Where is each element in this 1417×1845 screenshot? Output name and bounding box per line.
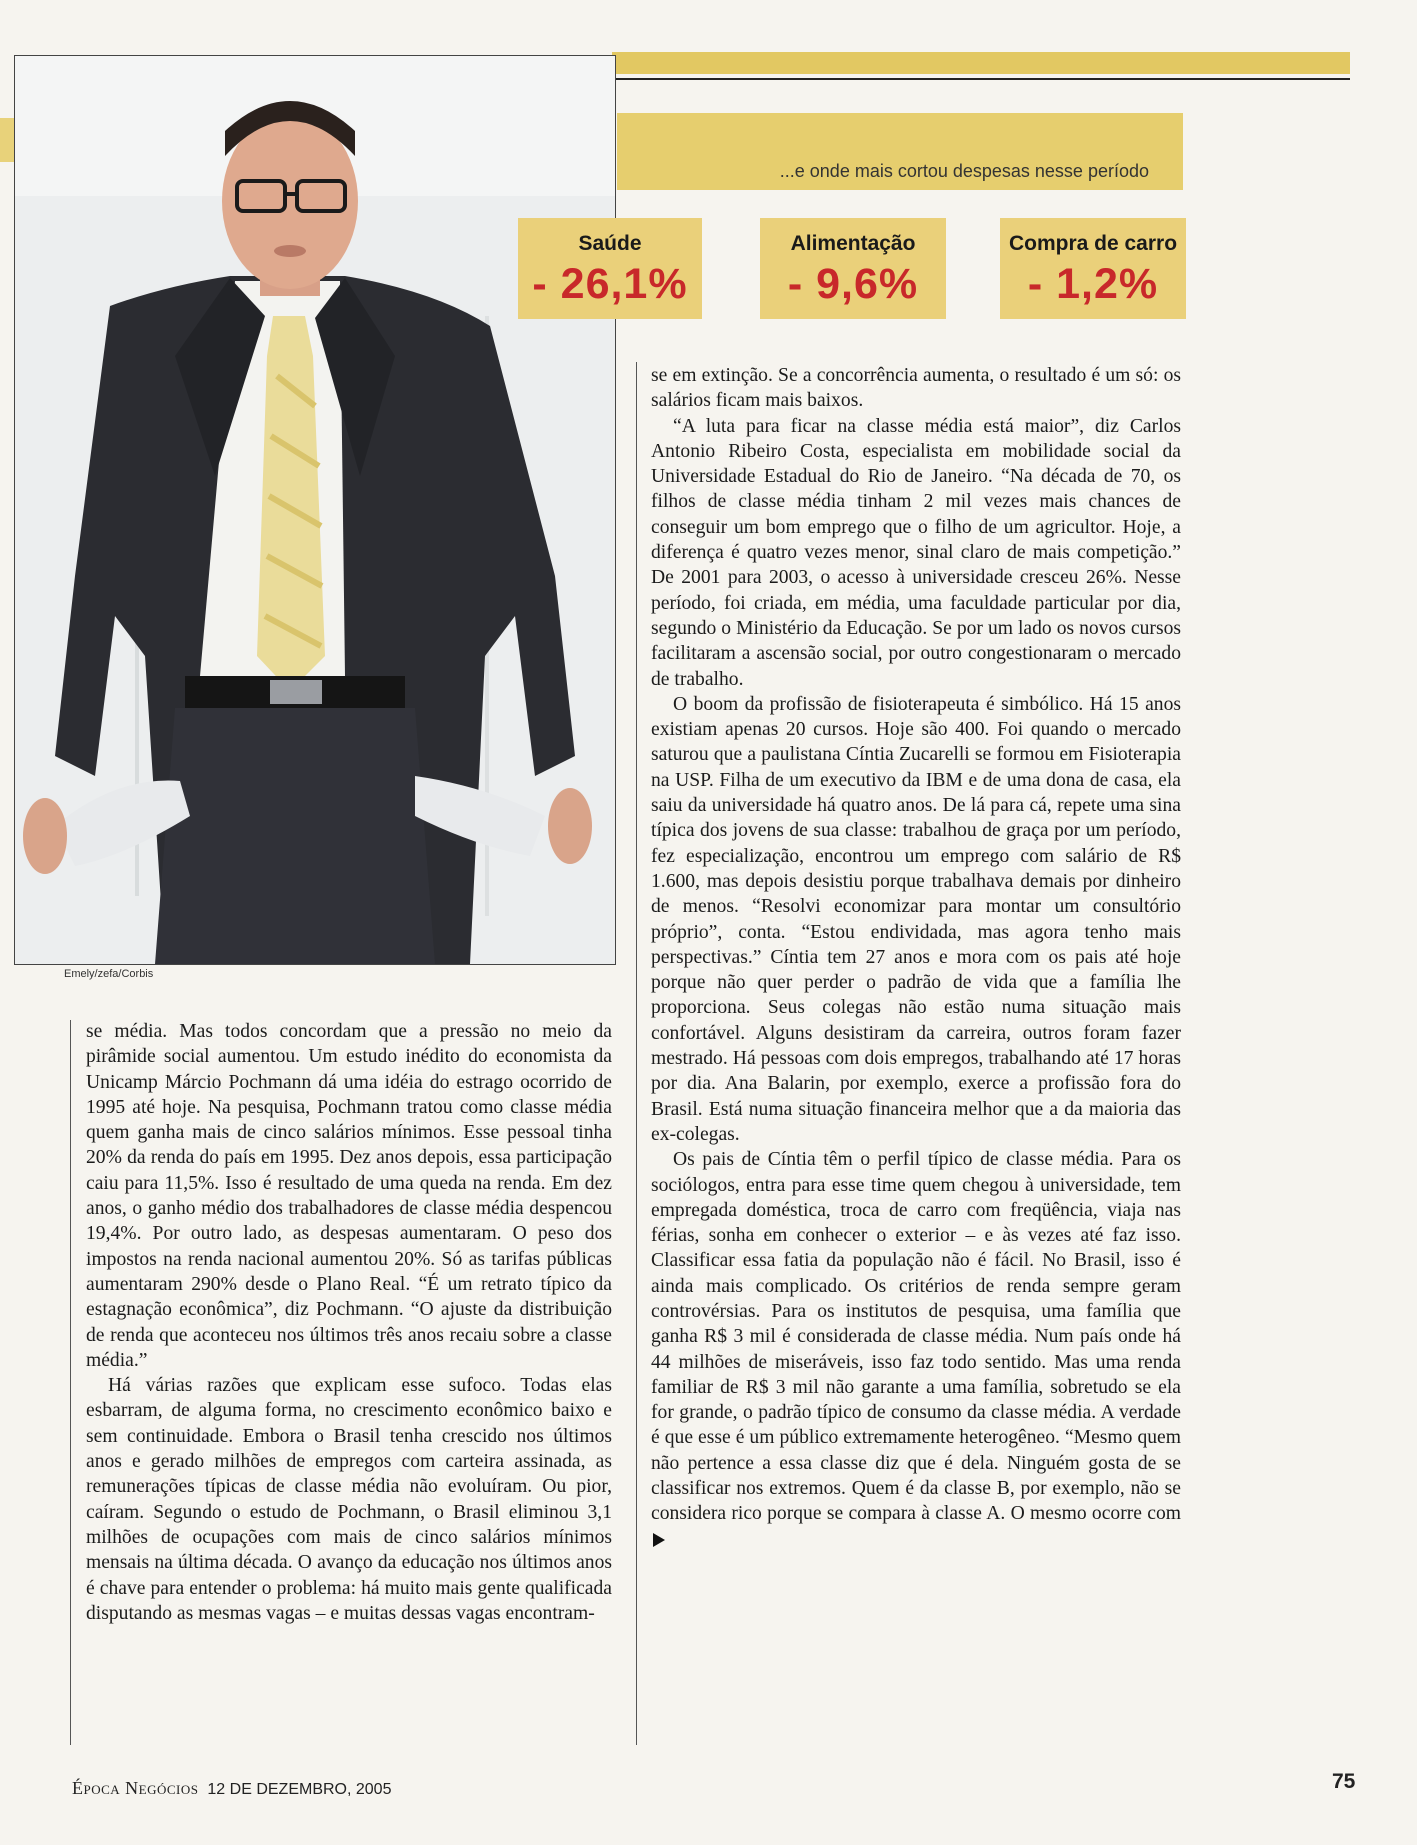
article-right-column [651,363,1181,1552]
graphic-subtitle-bar [617,113,1183,190]
stat-label: Saúde [578,232,642,255]
photo-credit: Emely/zefa/Corbis [64,968,154,980]
magazine-name: Época Negócios [72,1778,199,1798]
man-with-empty-pockets-icon [15,56,615,964]
stat-label: Compra de carro [1008,232,1178,255]
issue-date: 12 DE DEZEMBRO, 2005 [207,1781,392,1798]
stat-label: Alimentação [790,232,916,255]
article-paragraph-text: Os pais de Cíntia têm o perfil típico de classe média. Para os sociólogos, entra para esse time quem chegou à universidade, tem empregada doméstica, troca de carro com freqüência, viaja nas férias, sonha em conhecer o exterior – e às vezes até faz isso. Classificar essa fatia da população não é fácil. No Brasil, isso é ainda mais complicado. Os critérios de renda sempre geram controvérsias. Para os institutos de pesquisa, uma família que ganha R$ 3 mil é considerada de classe média. Num país onde há 44 milhões de miseráveis, isso faz todo sentido. Mas uma renda familiar de R$ 3 mil não garante a uma família, sobretudo se ela for grande, o padrão típico de consumo da classe média. A verdade é que esse é um público extremamente heterogêneo. “Mesmo quem não pertence a essa classe diz que é dela. Ninguém gosta de se classificar nos extremos. Quem é da classe B, por exemplo, não se considera rico porque se compara à classe A. O mesmo ocorre com [651,1149,1181,1525]
left-column-rule [70,1020,71,1745]
stat-box-car [1000,218,1186,319]
stat-value: - 1,2% [1027,260,1159,308]
article-paragraph [651,1147,1181,1552]
article-paragraph: “A luta para ficar na classe média está maior”, diz Carlos Antonio Ribeiro Costa, especialista em mobilidade social da Universidade Estadual do Rio de Janeiro. “Na década de 70, os filhos de classe média tinham 2 mil vezes mais chances de conseguir um bom emprego que o filho de um agricultor. Hoje, a diferença é quatro vezes menor, sinal claro de mais competição.” De 2001 para 2003, o acesso à universidade cresceu 26%. Nesse período, foi criada, em média, uma faculdade particular por dia, segundo o Ministério da Educação. Se por um lado os novos cursos facilitaram a ascensão social, por outro congestionaram o mercado de trabalho. [651,415,1181,690]
stat-box-health [518,218,702,319]
article-paragraph: se em extinção. Se a concorrência aumenta, o resultado é um só: os salários ficam mais baixos. [651,365,1181,412]
article-paragraph: se média. Mas todos concordam que a pressão no meio da pirâmide social aumentou. Um estudo inédito do economista da Unicamp Márcio Pochmann dá uma idéia do estrago ocorrido de 1995 até hoje. Na pesquisa, Pochmann tratou como classe média quem ganha mais de cinco salários mínimos. Esse pessoal tinha 20% da renda do país em 1995. Dez anos depois, essa participação caiu para 11,5%. Isso é resultado de uma queda na renda. Em dez anos, o ganho médio dos trabalhadores de classe média despencou 19,4%. Por outro lado, as despesas aumentaram. O peso dos impostos na renda nacional aumentou 20%. Só as tarifas públicas aumentaram 290% desde o Plano Real. “É um retrato típico da estagnação econômica”, diz Pochmann. “O ajuste da distribuição de renda que aconteceu nos últimos três anos recaiu sobre a classe média.” [86,1021,612,1371]
article-photo [14,55,616,965]
article-paragraph: Há várias razões que explicam esse sufoco. Todas elas esbarram, de alguma forma, no crescimento econômico baixo e sem continuidade. Embora o Brasil tenha crescido nos últimos anos e gerado milhões de empregos com carteira assinada, as remunerações típicas de classe média não evoluíram. Ou pior, caíram. Segundo o estudo de Pochmann, o Brasil eliminou 3,1 milhões de ocupações com mais de cinco salários mínimos mensais na última década. O avanço da educação nos últimos anos é chave para entender o problema: há muito mais gente qualificada disputando as mesmas vagas – e muitas dessas vagas encontram- [86,1375,612,1624]
header-rule [612,78,1350,80]
article-left-column [86,1019,612,1626]
right-column-rule [636,362,637,1745]
side-accent-band [0,118,14,162]
continue-arrow-icon [653,1533,665,1547]
stat-value: - 26,1% [532,260,688,308]
article-paragraph: O boom da profissão de fisioterapeuta é simbólico. Há 15 anos existiam apenas 20 cursos. Hoje são 400. Foi quando o mercado saturou que a paulistana Cíntia Zucarelli se formou em Fisioterapia na USP. Filha de um executivo da IBM e de uma dona de casa, ela saiu da universidade há quatro anos. De lá para cá, repete uma sina típica dos jovens de sua classe: trabalhou de graça por um período, fez especialização, encontrou um emprego com salário de R$ 1.600, mas depois desistiu porque trabalhava demais por dinheiro de menos. “Resolvi economizar para montar um consultório próprio”, conta. “Estou endividada, mas agora tenho mais perspectivas.” Cíntia tem 27 anos e mora com os pais até hoje porque não quer perder o padrão de vida que a família lhe proporciona. Seus colegas não estão numa situação mais confortável. Alguns desistiram da carreira, outros foram fazer mestrado. Há pessoas com dois empregos, trabalhando até 17 horas por dia. Ana Balarin, por exemplo, exerce a profissão fora do Brasil. Está numa situação financeira melhor que a da maioria das ex-colegas. [651,693,1181,1145]
stat-box-food [760,218,946,319]
page-number: 75 [1332,1770,1356,1793]
header-accent-band [612,52,1350,74]
graphic-subtitle: ...e onde mais cortou despesas nesse período [779,161,1149,181]
stat-value: - 9,6% [787,260,919,308]
page-footer [72,1778,391,1799]
